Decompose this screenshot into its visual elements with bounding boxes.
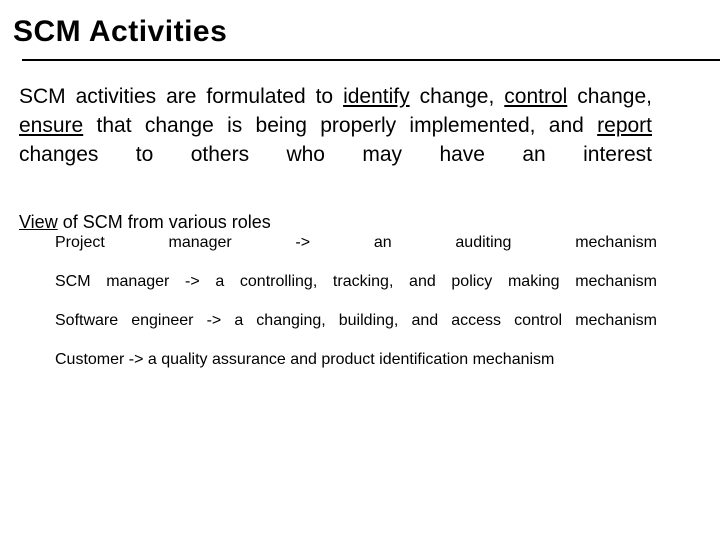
intro-text-5: changes to others who may have an interest [19,143,652,166]
role-item-software-engineer: Software engineer -> a changing, building, and access control mechanism [55,312,657,329]
intro-text-1: SCM activities are formulated to [19,85,344,108]
intro-text-4: that change is being properly implemented, and [83,114,598,137]
intro-underlined-control: control [504,85,568,108]
intro-underlined-ensure: ensure [19,114,84,137]
roles-list [55,233,657,389]
roles-heading-view: View [19,212,58,232]
intro-text-3: change, [567,85,652,108]
roles-heading-rest: of SCM from various roles [57,212,271,232]
intro-text-2: change, [409,85,505,108]
intro-underlined-identify: identify [343,85,410,108]
role-item-customer: Customer -> a quality assurance and product identification mechanism [55,351,555,368]
role-item-project-manager: Project manager -> an auditing mechanism [55,234,657,251]
role-item-scm-manager: SCM manager -> a controlling, tracking, and policy making mechanism [55,273,657,290]
intro-underlined-report: report [597,114,652,137]
slide-title: SCM Activities [13,15,228,48]
intro-paragraph [19,82,652,198]
title-divider [22,59,720,61]
roles-heading [19,210,271,234]
